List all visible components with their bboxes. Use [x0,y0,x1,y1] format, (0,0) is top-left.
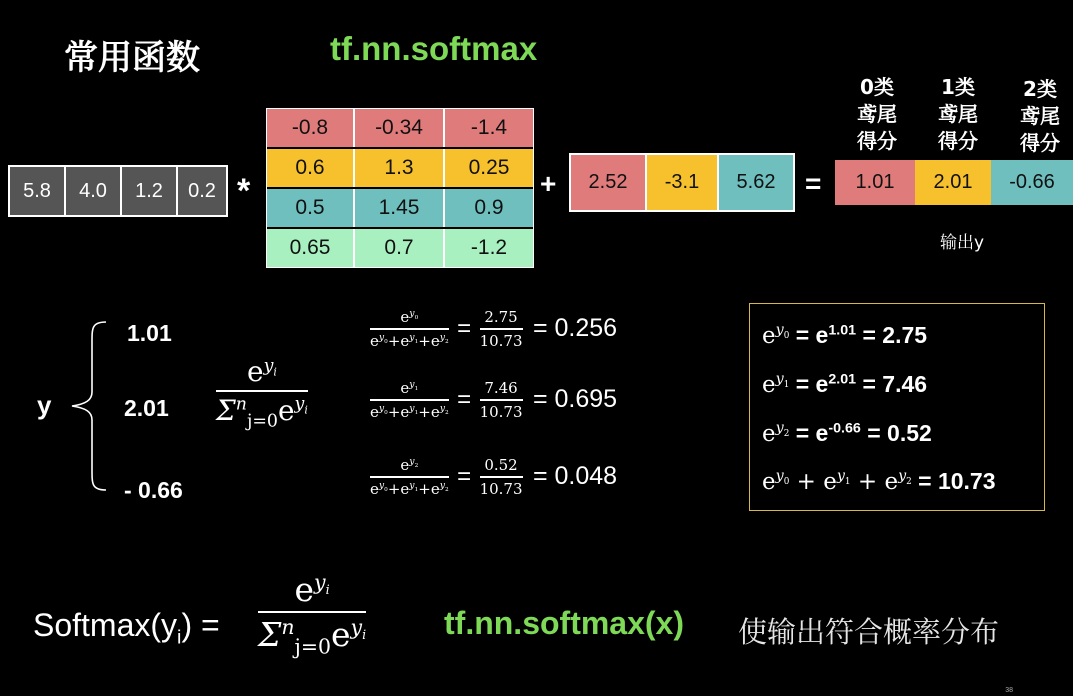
output-cell: -0.66 [991,160,1073,205]
value-denominator: 10.73 [479,331,523,350]
probability-result: = 0.048 [532,462,618,491]
exp-symbol: y [409,331,415,343]
exp-sub: 2 [444,409,449,416]
sigma-lower: j=0 [246,411,278,432]
exp-symbol: y [263,355,274,376]
e-symbol: e [400,331,410,350]
sigma-upper: n [281,614,295,639]
probability-result: = 0.256 [532,314,618,343]
class-label [1005,76,1073,157]
exp-sub: 2 [444,486,449,493]
exp-symbol: y [378,402,385,414]
exp-sub: 1 [783,380,790,391]
e-symbol: e [762,469,776,495]
e-symbol: e [277,393,295,427]
exp-symbol: y [294,394,305,415]
e-symbol: e [430,331,440,350]
value-numerator: 2.75 [484,308,518,326]
fraction-denominator [258,615,366,659]
bias-vector [569,153,795,212]
exp-sub: 1 [844,477,851,488]
exp-sub: i [304,403,308,417]
exp-symbol: y [775,420,784,437]
e-symbol: e [400,308,410,326]
plus-sign: + [418,331,431,350]
value-denominator: 10.73 [479,479,523,498]
exp-sub: 0 [783,331,790,342]
equals-operator: = [805,168,822,199]
x-cell: 1.2 [122,167,178,215]
output-cell: 1.01 [835,160,915,205]
exponent-value: 1.01 [828,322,857,339]
function-name: tf.nn.softmax [330,30,538,67]
e-symbol: e [400,456,410,474]
page-number: 38 [1005,687,1013,694]
exp-symbol: y [439,402,445,414]
e-symbol: e [370,331,379,350]
weight-row [267,189,533,229]
exp-sub: 0 [384,486,388,493]
exp-sub: 2 [906,477,912,488]
input-x-vector [8,165,228,217]
equals-sign: = [457,385,472,413]
exp-symbol: y [314,570,326,594]
weight-row [267,149,533,189]
prob-numerator [400,308,418,326]
exponent-box [749,303,1045,511]
exp-sub: i [273,365,277,379]
value-denominator: 10.73 [479,402,523,421]
exp-sub: 0 [783,477,790,488]
class-label-line: 鸢尾 [857,102,897,126]
softmax-sub: i [177,626,182,649]
probability-row [370,379,617,421]
sum-result: = 10.73 [918,468,996,494]
exponent-sum-line [762,468,996,495]
value-fraction [480,308,523,350]
e-symbol: e [884,469,899,495]
fraction-bar [370,328,449,330]
fraction-numerator [294,570,329,609]
exponent-line [762,371,927,398]
fraction-bar [370,399,449,401]
softmax-call: tf.nn.softmax(x) [444,605,684,641]
sigma-symbol: Σ [216,393,236,427]
softmax-label: Softmax(y [33,607,178,643]
e-symbol: e [762,372,776,398]
plus-sign: + [418,402,431,421]
fraction-denominator [216,394,308,432]
exp-symbol: y [775,322,784,339]
weight-cell: 0.6 [267,149,355,187]
exp-sub: 1 [414,338,419,345]
sigma-upper: n [235,394,247,415]
exp-symbol: y [439,331,445,343]
e-symbol: e [400,402,410,421]
weight-cell: 0.5 [267,189,355,227]
exp-sub: 1 [414,409,419,416]
exp-symbol: y [836,468,845,485]
exp-symbol: y [378,331,385,343]
fraction-bar [480,399,523,401]
e-symbol: e [430,479,440,498]
exp-sub: 0 [414,314,419,321]
class-label-line: 1类 [941,75,975,99]
probability-fraction [370,308,449,350]
fraction-bar [216,390,308,392]
exponent-result: = 0.52 [867,420,932,446]
e-symbol: e [246,355,264,388]
x-cell: 0.2 [178,167,226,215]
softmax-lhs [33,607,220,649]
exp-sub: 2 [414,462,419,469]
exp-sub: 1 [414,385,419,392]
prob-numerator [400,379,418,397]
exponent-result: = 7.46 [862,371,928,397]
class-label-line: 得分 [857,129,897,153]
weight-cell: 0.25 [445,149,533,187]
class-label-line: 得分 [938,129,978,153]
x-cell: 4.0 [66,167,122,215]
output-vector [835,160,1073,205]
sigma-lower: j=0 [294,634,331,659]
e-symbol: e [400,379,410,397]
value-numerator: 0.52 [484,456,518,474]
output-cell: 2.01 [915,160,991,205]
softmax-close: ) = [181,607,220,643]
weight-cell: 0.7 [355,229,445,267]
equals-sign: = [457,462,472,490]
weight-cell: -1.4 [445,109,533,147]
prob-denominator [370,403,449,421]
exp-sub: 0 [384,409,388,416]
fraction-bar [480,476,523,478]
value-numerator: 7.46 [484,379,518,397]
e-symbol: e [400,479,410,498]
exp-sub: i [325,582,330,598]
weight-cell: 0.9 [445,189,533,227]
class-label [923,74,993,155]
class-label [842,74,912,155]
exponent-value: 2.01 [828,371,857,388]
x-cell: 5.8 [10,167,66,215]
exp-sub: i [362,626,367,642]
multiply-operator: * [237,172,251,210]
softmax-description: 使输出符合概率分布 [738,615,1000,649]
exponent-value: -0.66 [828,420,861,437]
e-symbol: e [823,469,837,495]
class-label-line: 鸢尾 [1020,104,1060,128]
plus-sign: + [418,479,431,498]
fraction-bar [258,611,366,613]
probability-fraction [370,456,449,498]
e-symbol: e [370,402,379,421]
exp-symbol: y [409,402,415,414]
exp-symbol: y [775,371,784,388]
e-symbol: e [294,570,315,609]
probability-row [370,456,617,498]
y-label: y [37,390,52,420]
bias-cell: 2.52 [571,155,647,210]
fraction-numerator [247,355,277,388]
e-symbol: e [430,402,440,421]
left-brace-icon [66,318,110,494]
exp-sub: 2 [783,429,790,440]
exp-sub: 1 [414,486,419,493]
weight-cell: -0.8 [267,109,355,147]
e-symbol: e [762,421,776,447]
fraction-bar [370,476,449,478]
exp-symbol: y [409,456,415,467]
fraction-bar [480,328,523,330]
weight-row [267,229,533,269]
probability-row [370,308,617,350]
e-symbol: e [330,614,351,654]
exponent-result: = 2.75 [862,322,928,348]
y-value: 2.01 [124,395,169,421]
weight-cell: 0.65 [267,229,355,267]
probability-result: = 0.695 [532,385,618,414]
output-caption: 输出y [940,233,985,253]
value-fraction [480,379,523,421]
exp-symbol: y [378,479,385,491]
bias-cell: -3.1 [647,155,719,210]
y-value: 1.01 [127,320,172,346]
exp-symbol: y [439,479,445,491]
bias-cell: 5.62 [719,155,793,210]
exp-symbol: y [898,468,907,485]
plus-sign: + [387,402,401,421]
slide-title: 常用函数 [64,38,200,78]
plus-sign: + [857,469,878,495]
plus-sign: + [387,331,401,350]
class-label-line: 2类 [1023,77,1057,101]
plus-sign: + [796,469,816,495]
weight-cell: 1.3 [355,149,445,187]
class-label-line: 0类 [860,75,894,99]
exp-symbol: y [350,614,363,639]
exp-symbol: y [409,308,415,319]
y-value: - 0.66 [124,477,183,503]
e-symbol: e [370,479,379,498]
weight-matrix [266,108,534,268]
exponent-rhs: = e [795,420,829,446]
class-label-line: 鸢尾 [938,102,978,126]
exponent-line [762,322,927,349]
exponent-line [762,420,932,447]
softmax-bottom-fraction [258,570,366,658]
value-fraction [480,456,523,498]
probability-fraction [370,379,449,421]
exp-symbol: y [409,379,415,390]
prob-numerator [400,456,418,474]
weight-cell: -1.2 [445,229,533,267]
sigma-symbol: Σ [258,614,282,654]
weight-cell: -0.34 [355,109,445,147]
prob-denominator [370,480,449,498]
exp-sub: 0 [384,338,388,345]
exp-symbol: y [409,479,415,491]
e-symbol: e [762,323,776,349]
class-label-line: 得分 [1020,131,1060,155]
equals-sign: = [457,314,472,342]
plus-sign: + [387,479,401,498]
exp-sub: 2 [444,338,449,345]
weight-cell: 1.45 [355,189,445,227]
softmax-generic-fraction [216,355,308,431]
exponent-rhs: = e [795,322,829,348]
exp-symbol: y [775,468,784,485]
prob-denominator [370,332,449,350]
weight-row [267,109,533,149]
plus-operator: + [540,168,557,199]
exponent-rhs: = e [795,371,829,397]
